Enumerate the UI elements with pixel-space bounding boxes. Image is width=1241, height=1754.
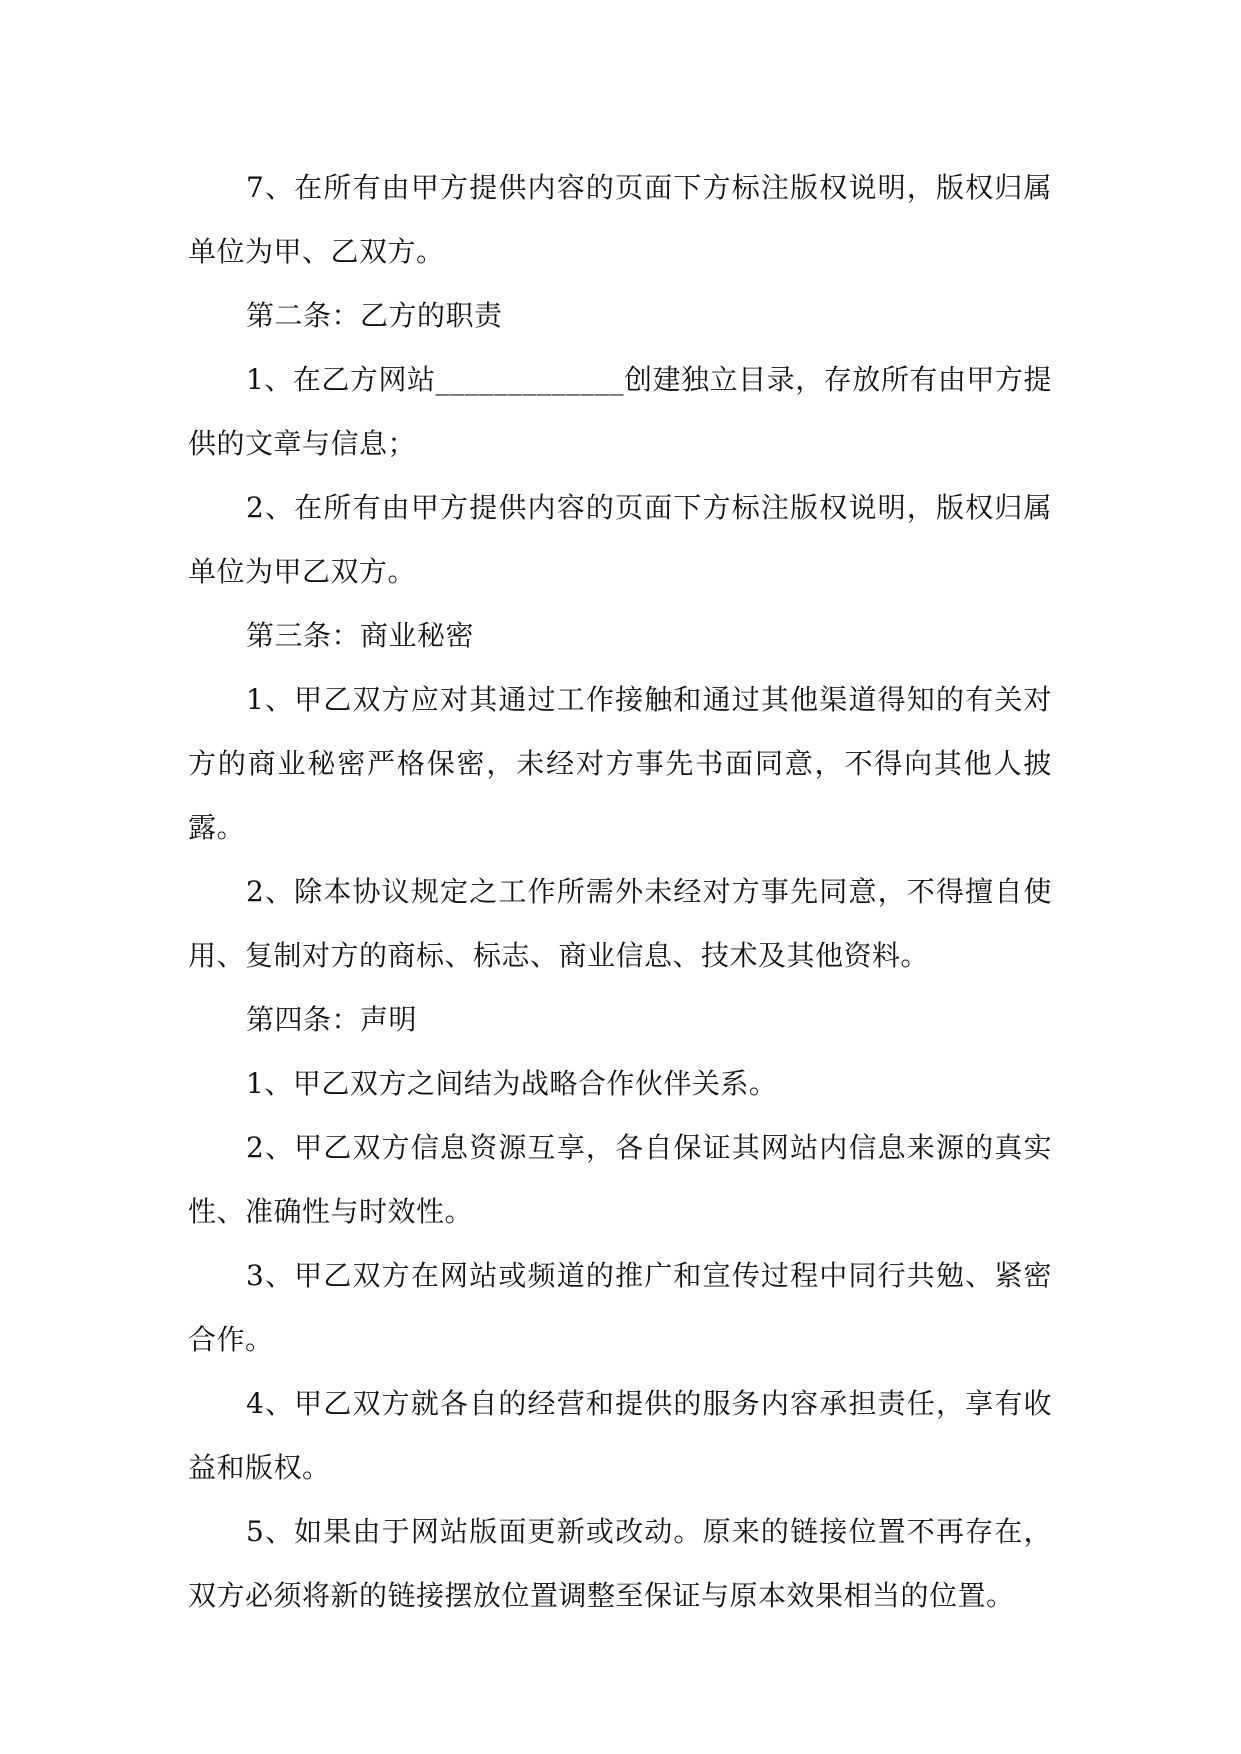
section-heading-article-4: 第四条：声明	[246, 1003, 418, 1036]
paragraph-clause-7: 7、在所有由甲方提供内容的页面下方标注版权说明，版权归属单位为甲、乙双方。	[188, 171, 1052, 268]
paragraph-article-2-item-2: 2、在所有由甲方提供内容的页面下方标注版权说明，版权归属单位为甲乙双方。	[188, 491, 1052, 588]
document-body	[188, 156, 1052, 1628]
paragraph-article-4-item-4: 4、甲乙双方就各自的经营和提供的服务内容承担责任，享有收益和版权。	[188, 1387, 1052, 1484]
section-heading-article-3: 第三条：商业秘密	[246, 619, 475, 652]
paragraph-article-4-item-3: 3、甲乙双方在网站或频道的推广和宣传过程中同行共勉、紧密合作。	[188, 1259, 1052, 1356]
paragraph-article-4-item-1: 1、甲乙双方之间结为战略合作伙伴关系。	[246, 1067, 778, 1100]
section-heading-article-2: 第二条：乙方的职责	[246, 299, 503, 332]
paragraph-article-4-item-5: 5、如果由于网站版面更新或改动。原来的链接位置不再存在，双方必须将新的链接摆放位置调整至保证与原本效果相当的位置。	[188, 1515, 1052, 1612]
paragraph-article-2-item-1: 1、在乙方网站_____________创建独立目录，存放所有由甲方提供的文章与信息；	[188, 363, 1052, 460]
paragraph-article-3-item-2: 2、除本协议规定之工作所需外未经对方事先同意，不得擅自使用、复制对方的商标、标志、商业信息、技术及其他资料。	[188, 875, 1052, 972]
paragraph-article-3-item-1: 1、甲乙双方应对其通过工作接触和通过其他渠道得知的有关对方的商业秘密严格保密，未经对方事先书面同意，不得向其他人披露。	[188, 683, 1052, 844]
paragraph-article-4-item-2: 2、甲乙双方信息资源互享，各自保证其网站内信息来源的真实性、准确性与时效性。	[188, 1131, 1052, 1228]
